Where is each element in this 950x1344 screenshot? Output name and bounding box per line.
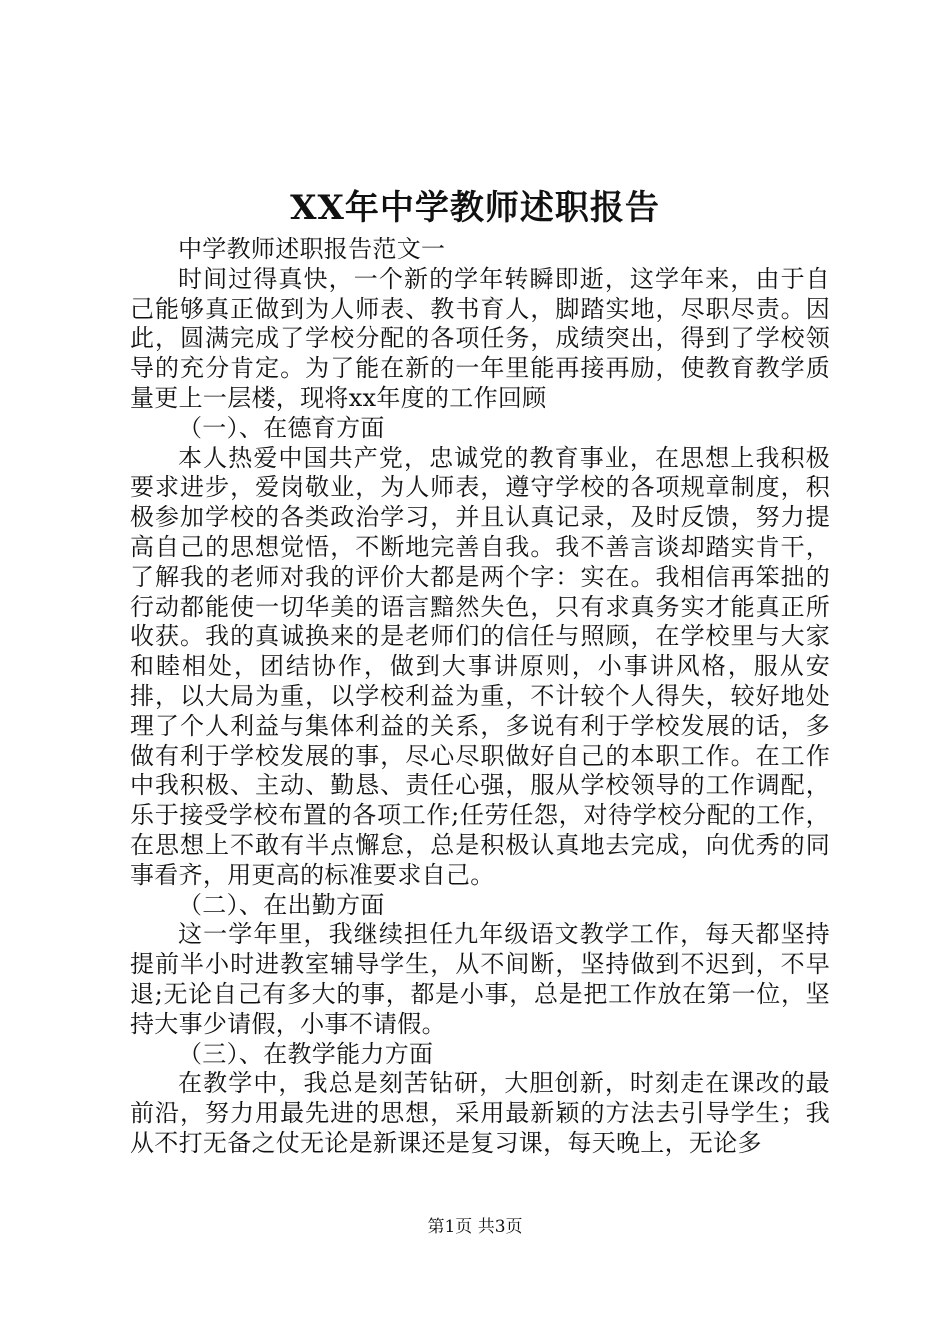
intro-paragraph: 时间过得真快，一个新的学年转瞬即逝，这学年来，由于自己能够真正做到为人师表、教书育人，脚踏实地，尽职尽责。因此，圆满完成了学校分配的各项任务，成绩突出，得到了学校领导的充分肯定。为了能在新的一年里能再接再励，使教育教学质量更上一层楼，现将xx年度的工作回顾 xyxy=(130,264,830,412)
teaching-paragraph: 在教学中，我总是刻苦钻研，大胆创新，时刻走在课改的最前沿，努力用最先进的思想，采用最新颖的方法去引导学生；我从不打无备之仗无论是新课还是复习课，每天晚上，无论多 xyxy=(130,1069,830,1157)
subtitle-paragraph: 中学教师述职报告范文一 xyxy=(178,235,446,263)
section-heading-moral: （一）、在德育方面 xyxy=(178,413,385,442)
section-heading-attendance: （二）、在出勤方面 xyxy=(178,890,385,919)
page-footer: 第1页 共3页 xyxy=(427,1217,523,1237)
moral-paragraph: 本人热爱中国共产党，忠诚党的教育事业，在思想上我积极要求进步，爱岗敬业，为人师表，遵守学校的各项规章制度，积极参加学校的各类政治学习，并且认真记录，及时反馈，努力提高自己的思想觉悟，不断地完善自我。我不善言谈却踏实肯干，了解我的老师对我的评价大都是两个字：实在。我相信再笨拙的行动都能使一切华美的语言黯然失色，只有求真务实才能真正所收获。我的真诚换来的是老师们的信任与照顾，在学校里与大家和睦相处，团结协作，做到大事讲原则，小事讲风格，服从安排，以大局为重，以学校利益为重，不计较个人得失，较好地处理了个人利益与集体利益的关系，多说有利于学校发展的话，多做有利于学校发展的事，尽心尽职做好自己的本职工作。在工作中我积极、主动、勤恳、责任心强，服从学校领导的工作调配，乐于接受学校布置的各项工作;任劳任怨，对待学校分配的工作，在思想上不敢有半点懈怠，总是积极认真地去完成，向优秀的同事看齐，用更高的标准要求自己。 xyxy=(130,443,830,889)
section-heading-teaching: （三）、在教学能力方面 xyxy=(178,1039,434,1068)
document-title: XX年中学教师述职报告 xyxy=(290,188,660,228)
document-body xyxy=(130,235,830,1159)
attendance-paragraph: 这一学年里，我继续担任九年级语文教学工作，每天都坚持提前半小时进教室辅导学生，从不间断，坚持做到不迟到，不早退;无论自己有多大的事，都是小事，总是把工作放在第一位，坚持大事少请假，小事不请假。 xyxy=(130,920,830,1038)
